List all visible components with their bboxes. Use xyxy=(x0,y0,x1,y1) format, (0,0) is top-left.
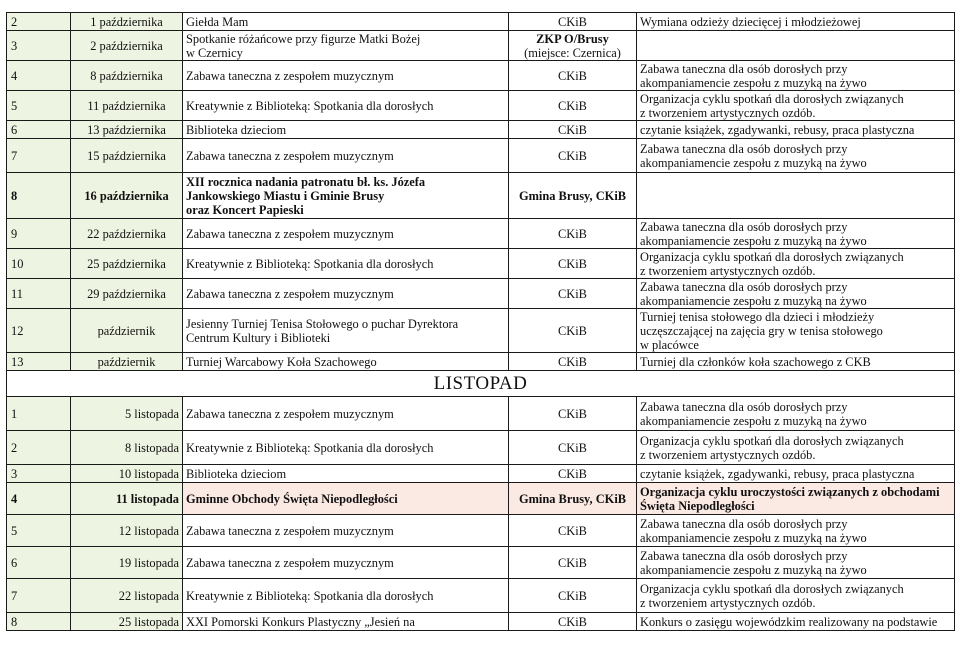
row-number: 11 xyxy=(7,279,71,309)
event-description xyxy=(637,139,955,173)
event-description xyxy=(637,121,955,139)
table-row xyxy=(7,139,955,173)
event-description-line: akompaniamencie zespołu z muzyką na żywo xyxy=(640,155,867,170)
event-place xyxy=(509,173,637,219)
event-name-line: Zabawa taneczna z zespołem muzycznym xyxy=(186,555,394,570)
event-place xyxy=(509,13,637,31)
event-name xyxy=(183,431,509,465)
event-description-line: Zabawa taneczna dla osób dorosłych przy xyxy=(640,516,848,531)
event-name-line: Turniej Warcabowy Koła Szachowego xyxy=(186,354,377,369)
event-place xyxy=(509,431,637,465)
row-number: 8 xyxy=(7,173,71,219)
table-row xyxy=(7,173,955,219)
event-place-line: (miejsce: Czernica) xyxy=(524,45,621,60)
table-row xyxy=(7,219,955,249)
row-number: 13 xyxy=(7,353,71,371)
event-place xyxy=(509,91,637,121)
month-header: LISTOPAD xyxy=(433,373,528,394)
event-place-line: CKiB xyxy=(558,523,587,538)
event-place-line: CKiB xyxy=(558,14,587,29)
event-description xyxy=(637,31,955,61)
event-date: 25 listopada xyxy=(71,613,183,631)
event-description-line: Zabawa taneczna dla osób dorosłych przy xyxy=(640,548,848,563)
event-description-line: uczęszczającej na zajęcia gry w tenisa stołowego xyxy=(640,323,883,338)
event-name xyxy=(183,309,509,353)
event-date: 10 listopada xyxy=(71,465,183,483)
event-name xyxy=(183,61,509,91)
row-number: 5 xyxy=(7,515,71,547)
table-row xyxy=(7,121,955,139)
event-place-line: CKiB xyxy=(558,226,587,241)
event-place xyxy=(509,219,637,249)
event-name-line: Jankowskiego Miastu i Gminie Brusy xyxy=(186,188,385,203)
event-place xyxy=(509,547,637,579)
table-row xyxy=(7,31,955,61)
event-name-line: Giełda Mam xyxy=(186,14,249,29)
event-place-line: CKiB xyxy=(558,354,587,369)
event-date: 2 października xyxy=(71,31,183,61)
event-name-line: oraz Koncert Papieski xyxy=(186,202,304,217)
event-name-line: Gminne Obchody Święta Niepodległości xyxy=(186,491,398,506)
event-description-line: z tworzeniem artystycznych ozdób. xyxy=(640,105,816,120)
event-name xyxy=(183,121,509,139)
event-description-line: czytanie książek, zgadywanki, rebusy, praca plastyczna xyxy=(640,466,915,481)
event-description-line: Organizacja cyklu spotkań dla dorosłych związanych xyxy=(640,91,904,106)
event-description xyxy=(637,483,955,515)
event-date: 15 października xyxy=(71,139,183,173)
table-row xyxy=(7,61,955,91)
event-description xyxy=(637,309,955,353)
event-description xyxy=(637,579,955,613)
event-date: październik xyxy=(71,353,183,371)
event-name-line: Kreatywnie z Biblioteką: Spotkania dla dorosłych xyxy=(186,588,434,603)
row-number: 5 xyxy=(7,91,71,121)
row-number: 2 xyxy=(7,431,71,465)
event-name-line: Zabawa taneczna z zespołem muzycznym xyxy=(186,523,394,538)
event-description-line: Święta Niepodległości xyxy=(640,498,755,513)
table-row xyxy=(7,431,955,465)
event-description-line: Zabawa taneczna dla osób dorosłych przy xyxy=(640,61,848,76)
event-name xyxy=(183,483,509,515)
event-name xyxy=(183,465,509,483)
event-description-line: akompaniamencie zespołu z muzyką na żywo xyxy=(640,293,867,308)
event-place xyxy=(509,61,637,91)
table-row xyxy=(7,353,955,371)
month-header-row xyxy=(7,371,955,397)
event-place-line: CKiB xyxy=(558,122,587,137)
event-description-line: w placówce xyxy=(640,337,699,352)
event-name xyxy=(183,353,509,371)
event-name-line: Zabawa taneczna z zespołem muzycznym xyxy=(186,226,394,241)
table-row xyxy=(7,483,955,515)
event-description-line: Zabawa taneczna dla osób dorosłych przy xyxy=(640,279,848,294)
event-place-line: CKiB xyxy=(558,256,587,271)
event-description-line: akompaniamencie zespołu z muzyką na żywo xyxy=(640,233,867,248)
event-date: 16 października xyxy=(71,173,183,219)
event-place-line: CKiB xyxy=(558,406,587,421)
row-number: 6 xyxy=(7,547,71,579)
event-place-line: CKiB xyxy=(558,323,587,338)
event-name xyxy=(183,249,509,279)
event-place-line: Gmina Brusy, CKiB xyxy=(518,491,627,506)
event-description xyxy=(637,61,955,91)
events-schedule-table xyxy=(6,12,955,631)
event-description xyxy=(637,249,955,279)
row-number: 12 xyxy=(7,309,71,353)
event-date: 13 października xyxy=(71,121,183,139)
event-name xyxy=(183,397,509,431)
table-row xyxy=(7,249,955,279)
event-place-line: CKiB xyxy=(558,466,587,481)
event-name-line: Kreatywnie z Biblioteką: Spotkania dla dorosłych xyxy=(186,440,434,455)
event-place xyxy=(509,515,637,547)
event-date: 22 października xyxy=(71,219,183,249)
event-name-line: Zabawa taneczna z zespołem muzycznym xyxy=(186,148,394,163)
event-place xyxy=(509,397,637,431)
event-description-line: z tworzeniem artystycznych ozdób. xyxy=(640,447,816,462)
event-date: 8 października xyxy=(71,61,183,91)
event-name xyxy=(183,173,509,219)
event-name-line: Centrum Kultury i Biblioteki xyxy=(186,330,331,345)
event-description-line: Organizacja cyklu uroczystości związanych z obchodami xyxy=(640,484,940,499)
event-place xyxy=(509,121,637,139)
event-description xyxy=(637,353,955,371)
event-name-line: Spotkanie różańcowe przy figurze Matki Bożej xyxy=(186,31,421,46)
event-place xyxy=(509,139,637,173)
event-date: 11 października xyxy=(71,91,183,121)
event-name xyxy=(183,579,509,613)
event-description xyxy=(637,397,955,431)
event-place-line: CKiB xyxy=(558,614,587,629)
event-date: 25 października xyxy=(71,249,183,279)
event-date: 5 listopada xyxy=(71,397,183,431)
table-row xyxy=(7,579,955,613)
event-place xyxy=(509,613,637,631)
event-description xyxy=(637,279,955,309)
event-place-line: ZKP O/Brusy xyxy=(536,31,609,46)
event-description-line: czytanie książek, zgadywanki, rebusy, praca plastyczna xyxy=(640,122,915,137)
event-place xyxy=(509,353,637,371)
event-place-line: CKiB xyxy=(558,588,587,603)
event-description xyxy=(637,431,955,465)
event-date: 22 listopada xyxy=(71,579,183,613)
event-description xyxy=(637,91,955,121)
event-place-line: CKiB xyxy=(558,98,587,113)
event-name xyxy=(183,219,509,249)
event-description-line: akompaniamencie zespołu z muzyką na żywo xyxy=(640,75,867,90)
event-name-line: w Czernicy xyxy=(186,45,243,60)
event-description-line: Organizacja cyklu spotkań dla dorosłych związanych xyxy=(640,581,904,596)
table-row xyxy=(7,547,955,579)
event-name xyxy=(183,91,509,121)
event-place-line: CKiB xyxy=(558,68,587,83)
event-place-line: CKiB xyxy=(558,148,587,163)
table-row xyxy=(7,397,955,431)
event-description xyxy=(637,613,955,631)
event-name-line: Kreatywnie z Biblioteką: Spotkania dla dorosłych xyxy=(186,98,434,113)
event-description xyxy=(637,465,955,483)
table-row xyxy=(7,91,955,121)
month-header-cell xyxy=(7,371,955,397)
event-description-line: akompaniamencie zespołu z muzyką na żywo xyxy=(640,530,867,545)
row-number: 4 xyxy=(7,483,71,515)
event-name xyxy=(183,547,509,579)
table-row xyxy=(7,309,955,353)
event-date: 19 listopada xyxy=(71,547,183,579)
row-number: 7 xyxy=(7,579,71,613)
event-place xyxy=(509,309,637,353)
event-place xyxy=(509,465,637,483)
event-place xyxy=(509,249,637,279)
event-name-line: Kreatywnie z Biblioteką: Spotkania dla dorosłych xyxy=(186,256,434,271)
event-name-line: Biblioteka dzieciom xyxy=(186,122,287,137)
event-description-line: Zabawa taneczna dla osób dorosłych przy xyxy=(640,399,848,414)
event-description-line: Organizacja cyklu spotkań dla dorosłych związanych xyxy=(640,433,904,448)
schedule-body xyxy=(7,13,955,631)
event-place xyxy=(509,483,637,515)
event-description xyxy=(637,173,955,219)
event-description-line: Wymiana odzieży dziecięcej i młodzieżowej xyxy=(640,14,861,29)
table-row xyxy=(7,515,955,547)
event-description xyxy=(637,515,955,547)
event-name-line: XII rocznica nadania patronatu bł. ks. Józefa xyxy=(186,174,426,189)
row-number: 8 xyxy=(7,613,71,631)
event-description-line: Zabawa taneczna dla osób dorosłych przy xyxy=(640,219,848,234)
event-description-line: Zabawa taneczna dla osób dorosłych przy xyxy=(640,141,848,156)
row-number: 2 xyxy=(7,13,71,31)
row-number: 6 xyxy=(7,121,71,139)
row-number: 4 xyxy=(7,61,71,91)
event-place-line: Gmina Brusy, CKiB xyxy=(518,188,627,203)
event-name-line: Zabawa taneczna z zespołem muzycznym xyxy=(186,406,394,421)
event-date: 1 października xyxy=(71,13,183,31)
event-name xyxy=(183,613,509,631)
event-description-line: Konkurs o zasięgu wojewódzkim realizowany na podstawie xyxy=(640,614,938,629)
event-name-line: Zabawa taneczna z zespołem muzycznym xyxy=(186,286,394,301)
event-description-line: akompaniamencie zespołu z muzyką na żywo xyxy=(640,562,867,577)
event-description xyxy=(637,547,955,579)
event-name xyxy=(183,139,509,173)
event-place-line: CKiB xyxy=(558,440,587,455)
event-name-line: Jesienny Turniej Tenisa Stołowego o puchar Dyrektora xyxy=(186,316,459,331)
row-number: 1 xyxy=(7,397,71,431)
event-place xyxy=(509,579,637,613)
event-date: 8 listopada xyxy=(71,431,183,465)
event-description-line: Turniej tenisa stołowego dla dzieci i młodzieży xyxy=(640,309,875,324)
event-date: 11 listopada xyxy=(71,483,183,515)
event-name xyxy=(183,13,509,31)
event-date: październik xyxy=(71,309,183,353)
table-row xyxy=(7,13,955,31)
event-name xyxy=(183,31,509,61)
event-name-line: Zabawa taneczna z zespołem muzycznym xyxy=(186,68,394,83)
event-name-line: Biblioteka dzieciom xyxy=(186,466,287,481)
event-description-line: Organizacja cyklu spotkań dla dorosłych związanych xyxy=(640,249,904,264)
event-description-line: z tworzeniem artystycznych ozdób. xyxy=(640,595,816,610)
event-place xyxy=(509,279,637,309)
event-description-line: z tworzeniem artystycznych ozdób. xyxy=(640,263,816,278)
event-name xyxy=(183,279,509,309)
row-number: 7 xyxy=(7,139,71,173)
event-date: 29 października xyxy=(71,279,183,309)
event-description xyxy=(637,219,955,249)
table-row xyxy=(7,279,955,309)
event-name-line: XXI Pomorski Konkurs Plastyczny „Jesień na xyxy=(186,614,415,629)
event-place xyxy=(509,31,637,61)
row-number: 3 xyxy=(7,465,71,483)
row-number: 10 xyxy=(7,249,71,279)
event-name xyxy=(183,515,509,547)
event-description xyxy=(637,13,955,31)
row-number: 3 xyxy=(7,31,71,61)
row-number: 9 xyxy=(7,219,71,249)
event-description-line: Turniej dla członków koła szachowego z CKB xyxy=(640,354,871,369)
event-place-line: CKiB xyxy=(558,555,587,570)
table-row xyxy=(7,613,955,631)
event-date: 12 listopada xyxy=(71,515,183,547)
event-place-line: CKiB xyxy=(558,286,587,301)
event-description-line: akompaniamencie zespołu z muzyką na żywo xyxy=(640,413,867,428)
table-row xyxy=(7,465,955,483)
